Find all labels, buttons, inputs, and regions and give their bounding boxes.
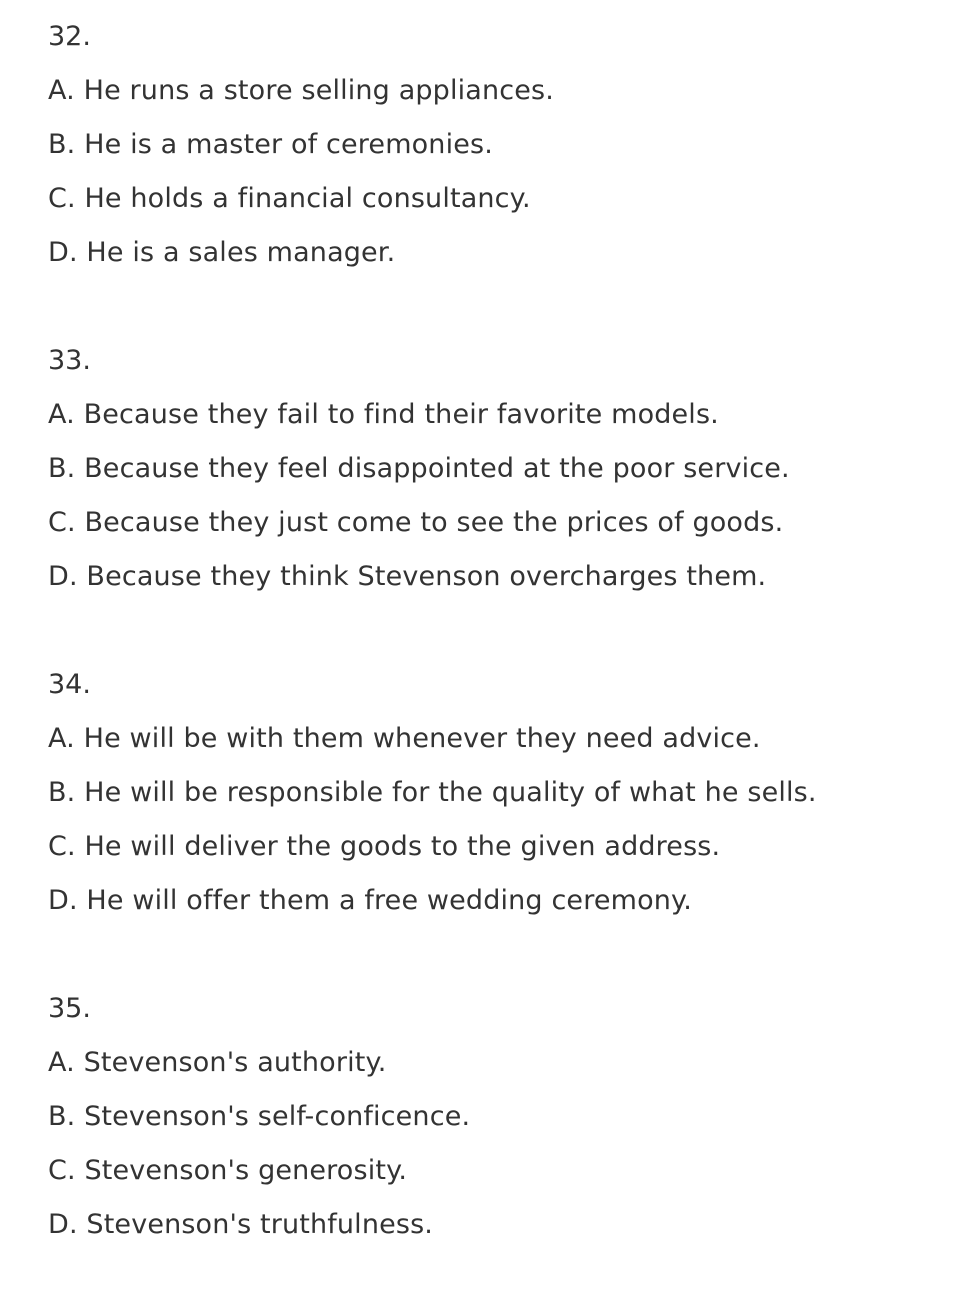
question-33	[48, 341, 955, 611]
option-c: C. Stevenson's generosity.	[48, 1155, 408, 1186]
option-a: A. He runs a store selling appliances.	[48, 75, 554, 106]
option-a: A. Because they fail to find their favorite models.	[48, 399, 719, 430]
option-b: B. Because they feel disappointed at the poor service.	[48, 453, 790, 484]
option-d: D. Stevenson's truthfulness.	[48, 1209, 434, 1240]
option-c: C. He holds a financial consultancy.	[48, 183, 531, 214]
option-d: D. He will offer them a free wedding ceremony.	[48, 885, 693, 916]
question-34	[48, 665, 955, 935]
question-number: 32.	[48, 21, 91, 52]
option-d: D. Because they think Stevenson overcharges them.	[48, 561, 767, 592]
option-a: A. Stevenson's authority.	[48, 1047, 387, 1078]
question-32	[48, 17, 955, 287]
question-number: 35.	[48, 993, 91, 1024]
question-35	[48, 989, 955, 1259]
option-d: D. He is a sales manager.	[48, 237, 396, 268]
option-b: B. Stevenson's self-conficence.	[48, 1101, 471, 1132]
option-c: C. Because they just come to see the prices of goods.	[48, 507, 784, 538]
option-c: C. He will deliver the goods to the given address.	[48, 831, 721, 862]
option-b: B. He will be responsible for the quality of what he sells.	[48, 777, 817, 808]
option-a: A. He will be with them whenever they need advice.	[48, 723, 761, 754]
question-number: 34.	[48, 669, 91, 700]
option-b: B. He is a master of ceremonies.	[48, 129, 493, 160]
question-number: 33.	[48, 345, 91, 376]
